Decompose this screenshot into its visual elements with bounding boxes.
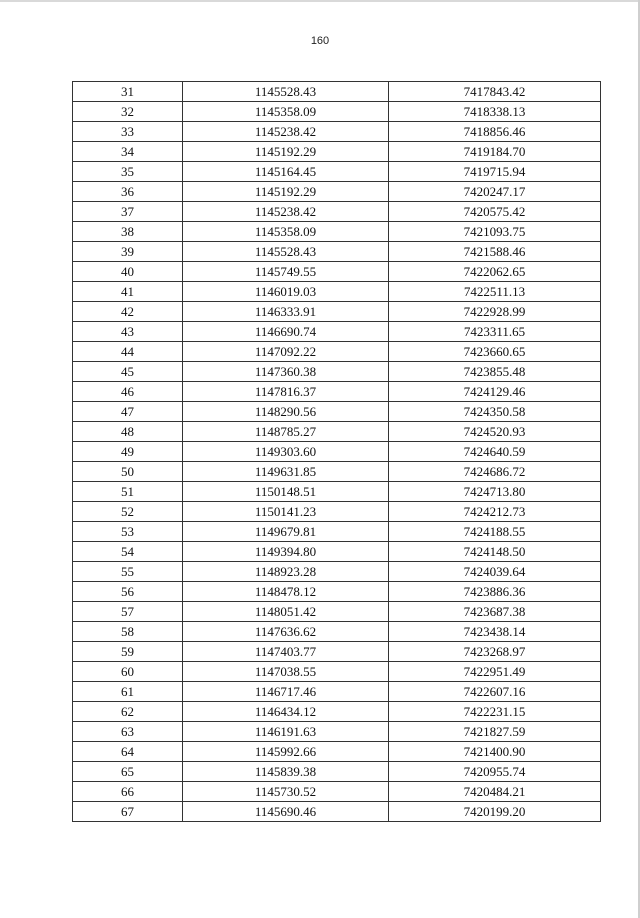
y-coordinate-cell: 7419184.70	[389, 142, 601, 162]
point-number-cell: 49	[73, 442, 183, 462]
x-coordinate-cell: 1145749.55	[183, 262, 389, 282]
table-row	[73, 222, 601, 242]
point-number-cell: 39	[73, 242, 183, 262]
y-coordinate-cell: 7422231.15	[389, 702, 601, 722]
y-coordinate-cell: 7422511.13	[389, 282, 601, 302]
x-coordinate-cell: 1149631.85	[183, 462, 389, 482]
table-row	[73, 402, 601, 422]
table-row	[73, 442, 601, 462]
x-coordinate-cell: 1147636.62	[183, 622, 389, 642]
y-coordinate-cell: 7421093.75	[389, 222, 601, 242]
table-row	[73, 242, 601, 262]
y-coordinate-cell: 7424129.46	[389, 382, 601, 402]
point-number-cell: 57	[73, 602, 183, 622]
table-row	[73, 742, 601, 762]
x-coordinate-cell: 1147092.22	[183, 342, 389, 362]
y-coordinate-cell: 7420484.21	[389, 782, 601, 802]
y-coordinate-cell: 7417843.42	[389, 82, 601, 102]
y-coordinate-cell: 7418338.13	[389, 102, 601, 122]
point-number-cell: 48	[73, 422, 183, 442]
point-number-cell: 67	[73, 802, 183, 822]
point-number-cell: 52	[73, 502, 183, 522]
x-coordinate-cell: 1146191.63	[183, 722, 389, 742]
table-row	[73, 762, 601, 782]
y-coordinate-cell: 7420955.74	[389, 762, 601, 782]
y-coordinate-cell: 7424640.59	[389, 442, 601, 462]
table-row	[73, 542, 601, 562]
table-row	[73, 562, 601, 582]
y-coordinate-cell: 7424148.50	[389, 542, 601, 562]
x-coordinate-cell: 1145528.43	[183, 242, 389, 262]
table-row	[73, 602, 601, 622]
table-row	[73, 342, 601, 362]
x-coordinate-cell: 1145192.29	[183, 182, 389, 202]
point-number-cell: 33	[73, 122, 183, 142]
table-row	[73, 682, 601, 702]
table-row	[73, 102, 601, 122]
y-coordinate-cell: 7424713.80	[389, 482, 601, 502]
point-number-cell: 58	[73, 622, 183, 642]
x-coordinate-cell: 1150148.51	[183, 482, 389, 502]
table-row	[73, 182, 601, 202]
y-coordinate-cell: 7423311.65	[389, 322, 601, 342]
x-coordinate-cell: 1146434.12	[183, 702, 389, 722]
point-number-cell: 45	[73, 362, 183, 382]
x-coordinate-cell: 1147038.55	[183, 662, 389, 682]
y-coordinate-cell: 7421588.46	[389, 242, 601, 262]
y-coordinate-cell: 7423268.97	[389, 642, 601, 662]
table-row	[73, 262, 601, 282]
x-coordinate-cell: 1147816.37	[183, 382, 389, 402]
y-coordinate-cell: 7421400.90	[389, 742, 601, 762]
point-number-cell: 53	[73, 522, 183, 542]
point-number-cell: 55	[73, 562, 183, 582]
point-number-cell: 34	[73, 142, 183, 162]
x-coordinate-cell: 1147360.38	[183, 362, 389, 382]
point-number-cell: 31	[73, 82, 183, 102]
x-coordinate-cell: 1145164.45	[183, 162, 389, 182]
x-coordinate-cell: 1146717.46	[183, 682, 389, 702]
x-coordinate-cell: 1149394.80	[183, 542, 389, 562]
x-coordinate-cell: 1145730.52	[183, 782, 389, 802]
y-coordinate-cell: 7422607.16	[389, 682, 601, 702]
y-coordinate-cell: 7424039.64	[389, 562, 601, 582]
x-coordinate-cell: 1148785.27	[183, 422, 389, 442]
x-coordinate-cell: 1145690.46	[183, 802, 389, 822]
x-coordinate-cell: 1150141.23	[183, 502, 389, 522]
page-number: 160	[310, 35, 330, 47]
x-coordinate-cell: 1145238.42	[183, 122, 389, 142]
x-coordinate-cell: 1148478.12	[183, 582, 389, 602]
table-row	[73, 722, 601, 742]
point-number-cell: 35	[73, 162, 183, 182]
point-number-cell: 63	[73, 722, 183, 742]
table-row	[73, 302, 601, 322]
x-coordinate-cell: 1145358.09	[183, 102, 389, 122]
point-number-cell: 41	[73, 282, 183, 302]
table-row	[73, 422, 601, 442]
table-row	[73, 82, 601, 102]
table-row	[73, 802, 601, 822]
point-number-cell: 60	[73, 662, 183, 682]
point-number-cell: 65	[73, 762, 183, 782]
x-coordinate-cell: 1145992.66	[183, 742, 389, 762]
x-coordinate-cell: 1146019.03	[183, 282, 389, 302]
point-number-cell: 54	[73, 542, 183, 562]
page-edge-top	[0, 0, 640, 2]
y-coordinate-cell: 7422951.49	[389, 662, 601, 682]
y-coordinate-cell: 7420247.17	[389, 182, 601, 202]
table-row	[73, 122, 601, 142]
y-coordinate-cell: 7424520.93	[389, 422, 601, 442]
table-row	[73, 382, 601, 402]
table-row	[73, 462, 601, 482]
point-number-cell: 56	[73, 582, 183, 602]
table-row	[73, 282, 601, 302]
x-coordinate-cell: 1145528.43	[183, 82, 389, 102]
y-coordinate-cell: 7424188.55	[389, 522, 601, 542]
point-number-cell: 51	[73, 482, 183, 502]
point-number-cell: 32	[73, 102, 183, 122]
y-coordinate-cell: 7423886.36	[389, 582, 601, 602]
x-coordinate-cell: 1145839.38	[183, 762, 389, 782]
point-number-cell: 42	[73, 302, 183, 322]
table-row	[73, 662, 601, 682]
coordinates-table	[72, 81, 601, 822]
y-coordinate-cell: 7418856.46	[389, 122, 601, 142]
x-coordinate-cell: 1149303.60	[183, 442, 389, 462]
x-coordinate-cell: 1145192.29	[183, 142, 389, 162]
y-coordinate-cell: 7423855.48	[389, 362, 601, 382]
point-number-cell: 43	[73, 322, 183, 342]
table-row	[73, 162, 601, 182]
table-row	[73, 702, 601, 722]
y-coordinate-cell: 7424212.73	[389, 502, 601, 522]
point-number-cell: 61	[73, 682, 183, 702]
table-row	[73, 202, 601, 222]
point-number-cell: 44	[73, 342, 183, 362]
point-number-cell: 59	[73, 642, 183, 662]
y-coordinate-cell: 7424686.72	[389, 462, 601, 482]
y-coordinate-cell: 7423438.14	[389, 622, 601, 642]
table-row	[73, 522, 601, 542]
point-number-cell: 62	[73, 702, 183, 722]
y-coordinate-cell: 7422928.99	[389, 302, 601, 322]
point-number-cell: 40	[73, 262, 183, 282]
x-coordinate-cell: 1148051.42	[183, 602, 389, 622]
point-number-cell: 38	[73, 222, 183, 242]
table-row	[73, 582, 601, 602]
x-coordinate-cell: 1147403.77	[183, 642, 389, 662]
point-number-cell: 46	[73, 382, 183, 402]
y-coordinate-cell: 7420199.20	[389, 802, 601, 822]
coordinates-table-body	[73, 82, 601, 822]
table-row	[73, 502, 601, 522]
y-coordinate-cell: 7420575.42	[389, 202, 601, 222]
point-number-cell: 64	[73, 742, 183, 762]
y-coordinate-cell: 7422062.65	[389, 262, 601, 282]
y-coordinate-cell: 7423660.65	[389, 342, 601, 362]
x-coordinate-cell: 1146690.74	[183, 322, 389, 342]
table-row	[73, 622, 601, 642]
table-row	[73, 142, 601, 162]
point-number-cell: 37	[73, 202, 183, 222]
y-coordinate-cell: 7423687.38	[389, 602, 601, 622]
y-coordinate-cell: 7424350.58	[389, 402, 601, 422]
table-row	[73, 482, 601, 502]
y-coordinate-cell: 7421827.59	[389, 722, 601, 742]
x-coordinate-cell: 1148290.56	[183, 402, 389, 422]
x-coordinate-cell: 1145238.42	[183, 202, 389, 222]
point-number-cell: 47	[73, 402, 183, 422]
x-coordinate-cell: 1148923.28	[183, 562, 389, 582]
point-number-cell: 36	[73, 182, 183, 202]
x-coordinate-cell: 1146333.91	[183, 302, 389, 322]
x-coordinate-cell: 1149679.81	[183, 522, 389, 542]
table-row	[73, 782, 601, 802]
x-coordinate-cell: 1145358.09	[183, 222, 389, 242]
point-number-cell: 66	[73, 782, 183, 802]
table-row	[73, 642, 601, 662]
table-row	[73, 322, 601, 342]
point-number-cell: 50	[73, 462, 183, 482]
table-row	[73, 362, 601, 382]
y-coordinate-cell: 7419715.94	[389, 162, 601, 182]
